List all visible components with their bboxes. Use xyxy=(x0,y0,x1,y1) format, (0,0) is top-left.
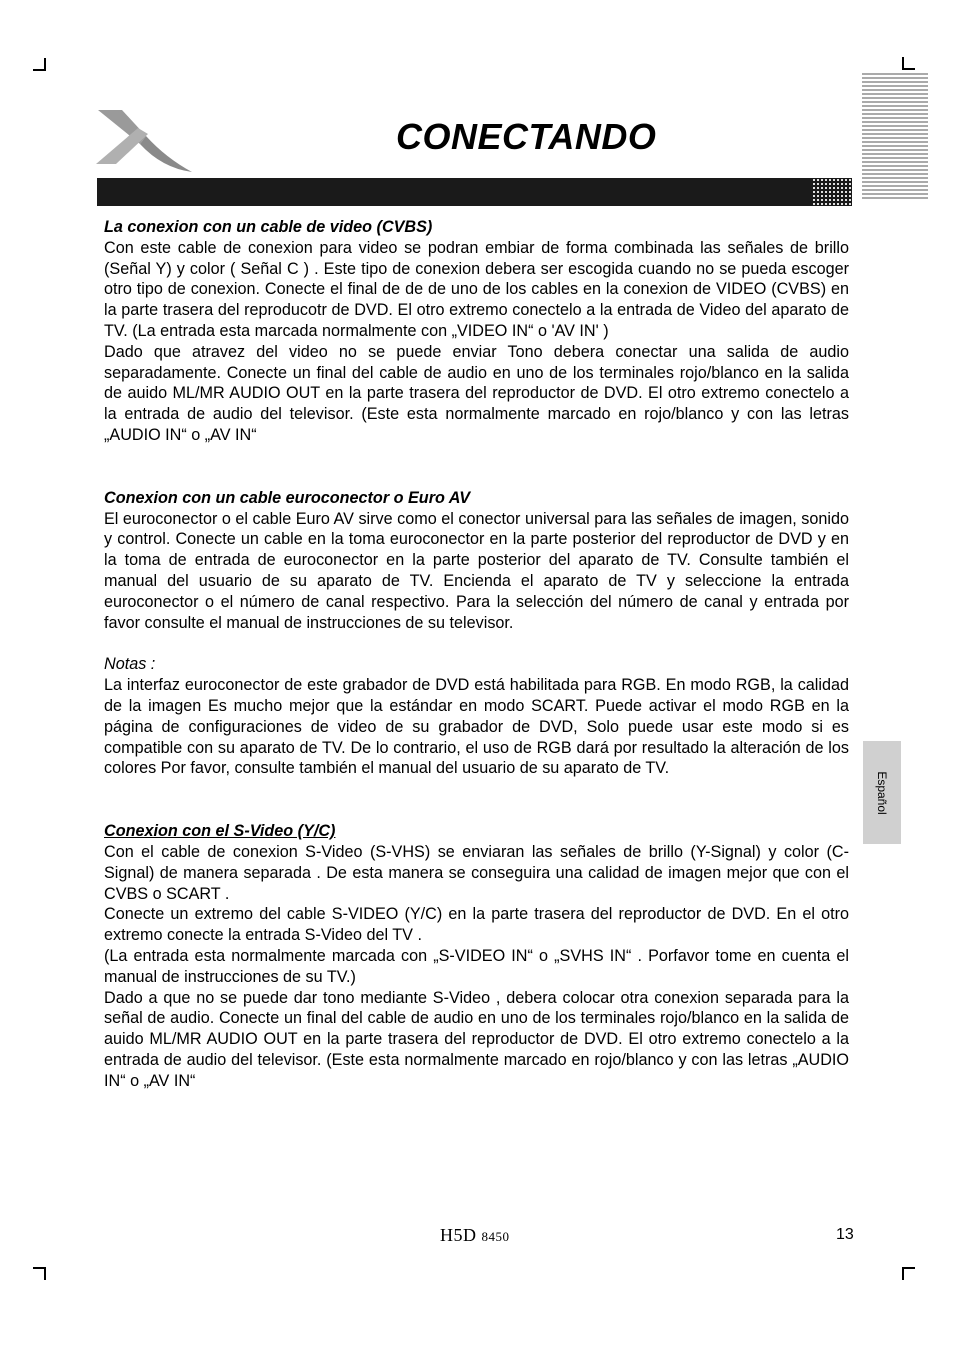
crop-mark xyxy=(44,1267,46,1280)
notes-paragraph: La interfaz euroconector de este grabador de DVD está habilitada para RGB. En modo RGB, la calidad de la imagen Es mucho mejor que la estándar en modo SCART. Puede activar el modo RGB en la página de configuraciones de video de su grabador de DVD, Solo puede usar este modo si es compatible con su aparato de TV. De lo contrario, el uso de RGB dará por resultado la alteración de los colores Por favor, consulte también el manual del usuario de su aparato de TV. xyxy=(104,676,849,778)
spacer xyxy=(104,633,849,654)
main-content xyxy=(104,217,849,1091)
dotted-pattern xyxy=(812,178,852,206)
stripes-decoration-icon xyxy=(862,72,928,199)
brand-logo-icon xyxy=(94,106,194,176)
page-title: CONECTANDO xyxy=(396,116,657,157)
header-bar xyxy=(97,178,852,206)
spacer xyxy=(104,446,849,488)
section-heading-s-video: Conexion con el S-Video (Y/C) xyxy=(104,822,336,841)
paragraph: Con el cable de conexion S-Video (S-VHS) se enviaran las señales de brillo (Y-Signal) y color (C-Signal) de manera separada . De esta manera se conseguira una calidad de imagen mejor que con el CVBS o SCART . xyxy=(104,842,849,903)
paragraph: Conecte un extremo del cable S-VIDEO (Y/C) en la parte trasera del reproductor de DVD. En el otro extremo conecte la entrada S-Video del TV . xyxy=(104,905,849,945)
paragraph: Con este cable de conexion para video se podran embiar de forma combinada las señales de brillo (Señal Y) y color ( Señal C ) . Este tipo de conexion debera ser escogida cuando no se pueda escoger otro tipo de conexion. Conecte el final de de de uno de los cables en la conexion de VIDEO (CVBS) en la parte trasera del reproducotr de DVD. El otro extremo conectelo a la entrada de Video del aparato de TV. (La entrada esta marcada normalmente con „VIDEO IN“ o 'AV IN' ) xyxy=(104,238,849,340)
footer-brand xyxy=(440,1225,510,1246)
footer-brand-name: H5D xyxy=(440,1225,477,1245)
page-number: 13 xyxy=(836,1226,854,1243)
paragraph: El euroconector o el cable Euro AV sirve como el conector universal para las señales de imagen, sonido y control. Conecte un cable en la toma euroconector en la parte posterior del reproductor de DVD y en la toma de entrada de euroconector en la parte posterior del aparato de TV. Consulte también el manual del usuario de su aparato de TV. Encienda el aparato de TV y seleccione la entrada euroconector o el número de canal respectivo. Para la selección del número de canal y entrada por favor consulte el manual de instrucciones de su televisor. xyxy=(104,509,849,632)
section-heading-euro-av: Conexion con un cable euroconector o Euro AV xyxy=(104,488,471,507)
paragraph: (La entrada esta normalmente marcada con „S-VIDEO IN“ o „SVHS IN“ . Porfavor tome en cuenta el manual de instrucciones de su TV.) xyxy=(104,946,849,986)
paragraph: Dado a que no se puede dar tono mediante S-Video , debera colocar otra conexion separada para la señal de audio. Conecte un final del cable de audio en uno de los terminales rojo/blanco en la salida de auido ML/MR AUDIO OUT en la parte trasera del reproductor de DVD. El otro extremo conectelo a la entrada de audio del televisor. (Este esta normalmente marcado en rojo/blanco y con las letras „AUDIO IN“ o „AV IN“ xyxy=(104,988,849,1090)
notes-label: Notas : xyxy=(104,655,156,674)
crop-mark xyxy=(902,68,915,70)
footer-model: 8450 xyxy=(481,1229,510,1244)
section-heading-cvbs: La conexion con un cable de video (CVBS) xyxy=(104,218,433,236)
spacer xyxy=(104,779,849,821)
language-tab xyxy=(863,741,901,844)
language-label: Español xyxy=(875,770,889,815)
crop-mark xyxy=(902,1267,904,1280)
paragraph: Dado que atravez del video no se puede enviar Tono debera conectar una salida de audio separadamente. Conecte un final del cable de audio en uno de los terminales rojo/blanco en la salida de auido ML/MR AUDIO OUT en la parte trasera del reproductor de DVD. El otro extremo conectelo a la entrada de audio del televisor. (Este esta normalmente marcado en rojo/blanco y con las letras „AUDIO IN“ o „AV IN“ xyxy=(104,342,849,444)
crop-mark xyxy=(33,69,46,71)
